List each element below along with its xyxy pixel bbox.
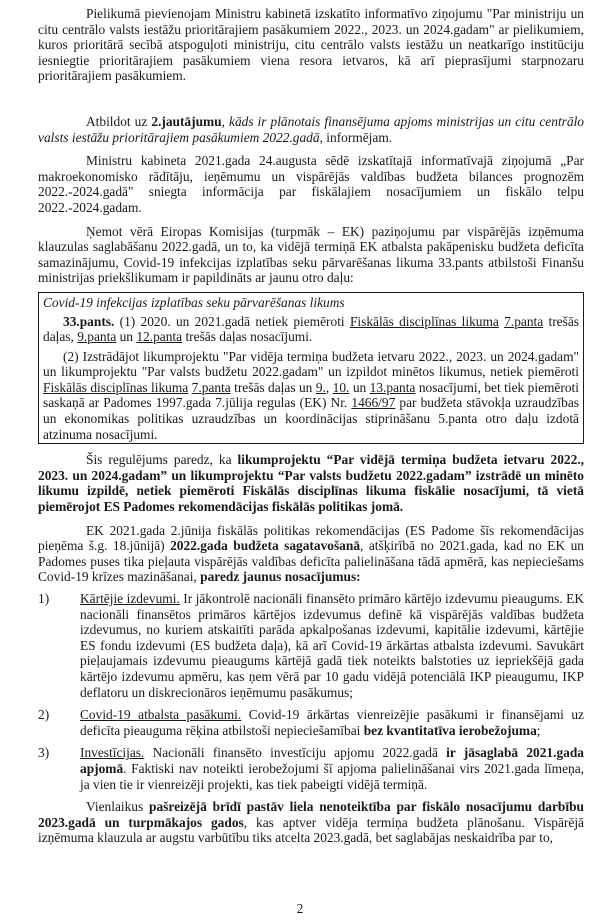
law-link[interactable]: 7.panta (504, 313, 544, 329)
law-link[interactable]: 7.panta (191, 379, 231, 395)
paragraph-cabinet-report: Ministru kabineta 2021.gada 24.augusta sēdē izskatītajā informatīvajā ziņojumā „Par makroekonomisko rādītāju, ieņēmumu un vispārējās valdības budžeta bilances prognozēm 2022.-2024.gadā" sniegta informācija par fiskālajiem nosacījumiem un fiskālo telpu 2022.-2024.gadam. (38, 153, 584, 215)
paragraph-ec-notice: Ņemot vērā Eiropas Komisijas (turpmāk – EK) paziņojumu par vispārējās izņēmuma klauzulas saglabāšanu 2022.gadā, un to, ka vidējā termiņā EK atbalsta pakāpenisku budžeta deficīta samazinājumu, Covid-19 infekcijas izplatības seku pārvarēšanas likuma 33.pants atbilstoši Finanšu ministrijas priekšlikumam ir papildināts ar jaunu otro daļu: (38, 223, 584, 286)
paragraph-regulation-effect: Šis regulējums paredz, ka likumprojektu “Par vidējā termiņa budžeta ietvaru 2022., 2023. un 2024.gadam” un likumprojektu “Par valsts budžetu 2022.gadam” izstrādē un minēto likumu izpildē, netiek piemēroti Fiskālās disciplīnas likuma fiskālie nosacījumi, tā vietā piemērojot ES Padomes rekomendācijas fiskālās politikas jomā. (38, 452, 584, 515)
paragraph-question-2: Atbildot uz 2.jautājumu, kāds ir plānotais finansējuma apjoms ministrijas un citu centrālo valsts iestāžu prioritārajiem pasākumiem 2022.gadā, informējam. (38, 113, 584, 145)
law-link[interactable]: 13.panta (369, 379, 416, 395)
paragraph-uncertainty: Vienlaikus pašreizējā brīdī pastāv liela nenoteiktība par fiskālo nosacījumu darbību 2023.gadā un turpmākajos gados, kas aptver vidēja termiņa budžeta plānošanu. Vispārējā izņēmuma klauzula ar augstu varbūtību tiks atcelta 2023.gadā, bet saglabājas neskaidrība par to, (38, 799, 585, 846)
law-link[interactable]: 9.panta (77, 329, 117, 345)
list-item: 2) Covid-19 atbalsta pasākumi. Covid-19 ārkārtas vienreizējie pasākumi ir finansējami uz deficīta pieauguma rēķina atbilstoši nepieciešamībai bez kvantitatīva ierobežojuma; (38, 707, 584, 738)
law-title: Covid-19 infekcijas izplatības seku pārvarēšanas likums (43, 294, 345, 310)
law-article-part-1: 33.pants. (1) 2020. un 2021.gadā netiek piemēroti Fiskālās disciplīnas likuma 7.panta trešās daļas, 9.panta un 12.panta trešās daļas nosacījumi. (43, 313, 579, 345)
list-item: 3) Investīcijas. Nacionāli finansēto investīciju apjomu 2022.gadā ir jāsaglabā 2021.gada apjomā. Faktiski nav noteikti ierobežojumi šī apjoma palielināšanai virs 2021.gada līmeņa, ja vien tie ir vienreizēji projekti, kas tiek pabeigti vidējā termiņā. (38, 745, 584, 792)
law-link[interactable]: Fiskālās disciplīnas likuma (349, 313, 499, 329)
law-article-part-2: (2) Izstrādājot likumprojektu "Par vidēja termiņa budžeta ietvaru 2022., 2023. un 2024.gadam" un likumprojektu "Par valsts budžetu 2022.gadam" un izpildot minētos likumus, netiek piemēroti Fiskālās disciplīnas likuma 7.panta trešās daļas un 9., 10. un 13.panta nosacījumi, bet tiek piemēroti saskaņā ar Padomes 1997.gada 7.jūlija regulas (EK) Nr. 1466/97 par budžeta stāvokļa uzraudzības un ekonomikas politikas uzraudzības un koordinācijas stiprināšanu 5.panta otro daļu izdotā atzinuma nosacījumi. (43, 348, 579, 442)
law-link[interactable]: 10. (332, 379, 350, 395)
question-text: kāds ir plānotais finansējuma apjoms ministrijas un citu centrālo valsts iestāžu prioritārajiem pasākumiem 2022.gadā (38, 113, 584, 145)
law-link[interactable]: 9. (315, 379, 326, 395)
list-item: 1) Kārtējie izdevumi. Ir jākontrolē nacionāli finansēto primāro kārtējo izdevumu pieaugums. EK nacionāli finansētos primāros kārtējos izdevumus definē kā vispārējās valdības budžeta izdevumus, no kuriem atskaitīti parāda apkalpošanas izdevumi, kapitālie izdevumi, kārtējie ES fondu izdevumi (ES budžeta daļa), kā arī Covid-19 ārkārtas atbalsta izdevumi. Savukārt pieļaujamais izdevumu pieaugums kārtējā gadā tiek noteikts balstoties uz iepriekšējā gada kārtējo izdevumu apmēru, kas ņem vērā par 10 gadu vidējā potenciālā IKP pieaugumu, IKP deflatoru un diskrecionāros ieņēmumu pasākumus; (38, 591, 584, 700)
question-ref: 2.jautājumu (151, 113, 222, 129)
paragraph-attachment: Pielikumā pievienojam Ministru kabinetā izskatīto informatīvo ziņojumu "Par ministriju un citu centrālo valsts iestāžu prioritārajiem pasākumiem 2022., 2023. un 2024.gadam" ar pielikumiem, kuros prioritārā secībā atspoguļoti ministriju, citu centrālo valsts iestāžu un neatkarīgo institūciju iesniegtie prioritārajiem pasākumiem viena resora ietvaros, kā arī pieprasījumi starpnozaru prioritārajiem pasākumiem. (38, 6, 584, 84)
paragraph-ec-recommendations: EK 2021.gada 2.jūnija fiskālās politikas rekomendācijas (ES Padome šīs rekomendācijas pieņēma š.g. 18.jūnijā) 2022.gada budžeta sagatavošanā, atšķirībā no 2021.gada, kad no EK un Padomes puses tika pieļauta vispārējās valdības deficīta palielināšana tādā apmērā, kas nepieciešams Covid-19 krīzes mazināšanai, paredz jaunus nosacījumus: (38, 522, 584, 585)
regulation-link[interactable]: 1466/97 (351, 395, 396, 411)
law-link[interactable]: Fiskālās disciplīnas likuma (43, 379, 189, 395)
conditions-list (38, 591, 584, 792)
document-page (38, 6, 584, 846)
law-quote-box (38, 292, 584, 444)
law-link[interactable]: 12.panta (136, 329, 183, 345)
page-number: 2 (296, 901, 304, 916)
